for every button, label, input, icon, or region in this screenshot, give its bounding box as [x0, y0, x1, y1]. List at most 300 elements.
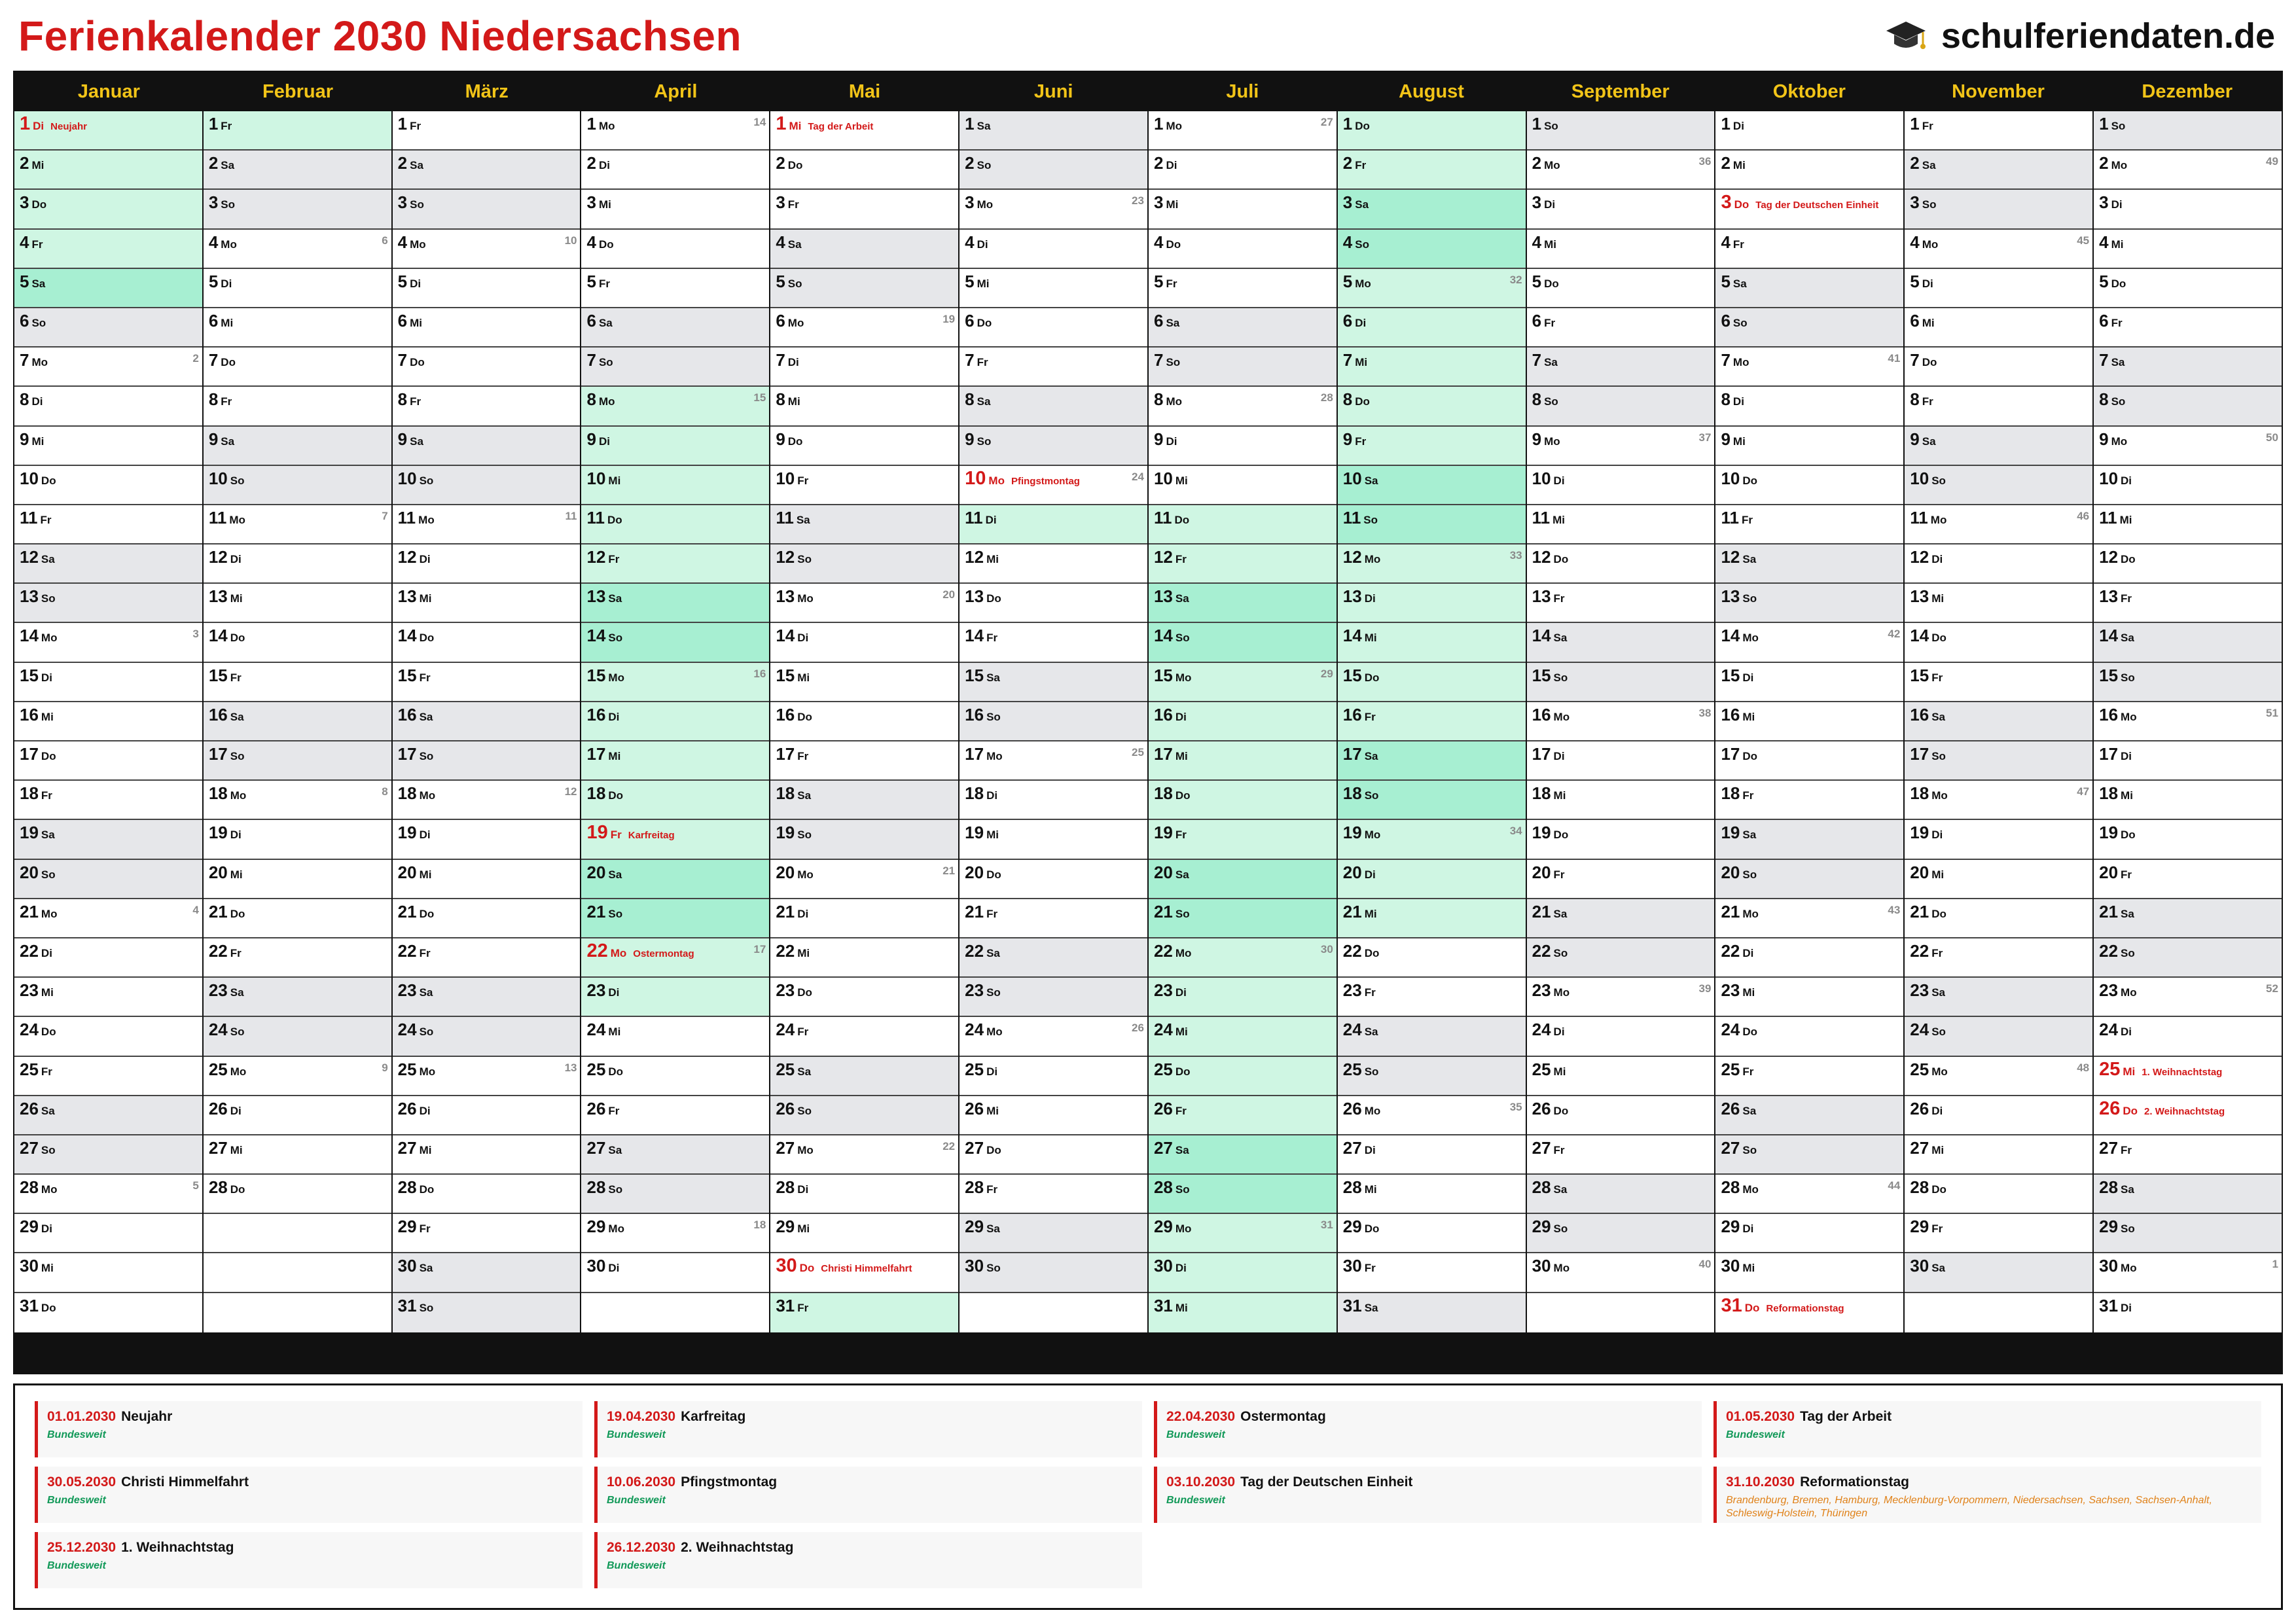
- day-cell[interactable]: [393, 269, 581, 308]
- day-cell[interactable]: [2094, 427, 2282, 466]
- day-cell[interactable]: [393, 505, 581, 544]
- day-cell[interactable]: [2094, 1096, 2282, 1135]
- day-cell[interactable]: [770, 230, 958, 269]
- day-cell[interactable]: [2094, 348, 2282, 387]
- day-cell[interactable]: [581, 230, 769, 269]
- day-cell[interactable]: [393, 623, 581, 662]
- day-cell[interactable]: [1715, 978, 1903, 1017]
- day-cell[interactable]: [960, 269, 1147, 308]
- day-cell[interactable]: [204, 387, 391, 426]
- day-cell[interactable]: [1338, 781, 1526, 820]
- day-cell[interactable]: [14, 230, 202, 269]
- day-cell[interactable]: [581, 584, 769, 623]
- day-cell[interactable]: [1905, 1017, 2092, 1056]
- day-cell[interactable]: [14, 348, 202, 387]
- day-cell[interactable]: [1149, 505, 1336, 544]
- day-cell[interactable]: [1149, 1096, 1336, 1135]
- day-cell[interactable]: [1149, 1135, 1336, 1175]
- day-cell[interactable]: [1149, 1253, 1336, 1293]
- day-cell[interactable]: [581, 938, 769, 978]
- day-cell[interactable]: [1905, 584, 2092, 623]
- day-cell[interactable]: [14, 1253, 202, 1293]
- day-cell[interactable]: [393, 1057, 581, 1096]
- day-cell[interactable]: [204, 1057, 391, 1096]
- day-cell[interactable]: [581, 899, 769, 938]
- day-cell[interactable]: [960, 781, 1147, 820]
- day-cell[interactable]: [960, 230, 1147, 269]
- day-cell[interactable]: [960, 978, 1147, 1017]
- day-cell[interactable]: [14, 1057, 202, 1096]
- day-cell[interactable]: [770, 623, 958, 662]
- day-cell[interactable]: [960, 1175, 1147, 1214]
- day-cell[interactable]: [581, 308, 769, 348]
- day-cell[interactable]: [1527, 781, 1715, 820]
- day-cell[interactable]: [2094, 1175, 2282, 1214]
- day-cell[interactable]: [1149, 741, 1336, 781]
- day-cell[interactable]: [14, 308, 202, 348]
- day-cell[interactable]: [14, 820, 202, 859]
- day-cell[interactable]: [14, 544, 202, 584]
- day-cell[interactable]: [1149, 230, 1336, 269]
- day-cell[interactable]: [1715, 190, 1903, 229]
- day-cell[interactable]: [1149, 1175, 1336, 1214]
- day-cell[interactable]: [204, 348, 391, 387]
- day-cell[interactable]: [960, 938, 1147, 978]
- day-cell[interactable]: [770, 584, 958, 623]
- day-cell[interactable]: [14, 978, 202, 1017]
- day-cell[interactable]: [581, 269, 769, 308]
- day-cell[interactable]: [960, 348, 1147, 387]
- day-cell[interactable]: [960, 427, 1147, 466]
- day-cell[interactable]: [1527, 544, 1715, 584]
- day-cell[interactable]: [1905, 230, 2092, 269]
- day-cell[interactable]: [393, 663, 581, 702]
- day-cell[interactable]: [1905, 899, 2092, 938]
- day-cell[interactable]: [581, 1175, 769, 1214]
- day-cell[interactable]: [960, 584, 1147, 623]
- day-cell[interactable]: [1905, 466, 2092, 505]
- day-cell[interactable]: [1338, 820, 1526, 859]
- day-cell[interactable]: [1715, 1017, 1903, 1056]
- day-cell[interactable]: [204, 269, 391, 308]
- day-cell[interactable]: [960, 1057, 1147, 1096]
- day-cell[interactable]: [770, 978, 958, 1017]
- day-cell[interactable]: [770, 269, 958, 308]
- day-cell[interactable]: [960, 741, 1147, 781]
- day-cell[interactable]: [204, 1096, 391, 1135]
- day-cell[interactable]: [1338, 269, 1526, 308]
- day-cell[interactable]: [1905, 505, 2092, 544]
- day-cell[interactable]: [581, 1253, 769, 1293]
- day-cell[interactable]: [204, 190, 391, 229]
- day-cell[interactable]: [2094, 1253, 2282, 1293]
- day-cell[interactable]: [204, 820, 391, 859]
- day-cell[interactable]: [1905, 623, 2092, 662]
- day-cell[interactable]: [1149, 348, 1336, 387]
- day-cell[interactable]: [1149, 820, 1336, 859]
- day-cell[interactable]: [204, 111, 391, 151]
- day-cell[interactable]: [1905, 781, 2092, 820]
- day-cell[interactable]: [1527, 1214, 1715, 1253]
- day-cell[interactable]: [14, 387, 202, 426]
- day-cell[interactable]: [14, 1017, 202, 1056]
- day-cell[interactable]: [960, 1096, 1147, 1135]
- day-cell[interactable]: [1149, 190, 1336, 229]
- day-cell[interactable]: [1905, 544, 2092, 584]
- day-cell[interactable]: [14, 505, 202, 544]
- day-cell[interactable]: [393, 820, 581, 859]
- day-cell[interactable]: [770, 308, 958, 348]
- day-cell[interactable]: [1715, 663, 1903, 702]
- day-cell[interactable]: [1338, 1096, 1526, 1135]
- day-cell[interactable]: [581, 1135, 769, 1175]
- day-cell[interactable]: [1338, 1057, 1526, 1096]
- day-cell[interactable]: [770, 1057, 958, 1096]
- day-cell[interactable]: [393, 1017, 581, 1056]
- day-cell[interactable]: [14, 427, 202, 466]
- day-cell[interactable]: [1715, 702, 1903, 741]
- day-cell[interactable]: [1527, 308, 1715, 348]
- day-cell[interactable]: [1338, 623, 1526, 662]
- day-cell[interactable]: [1715, 584, 1903, 623]
- day-cell[interactable]: [581, 544, 769, 584]
- day-cell[interactable]: [1715, 427, 1903, 466]
- day-cell[interactable]: [1527, 1253, 1715, 1293]
- day-cell[interactable]: [770, 466, 958, 505]
- day-cell[interactable]: [204, 505, 391, 544]
- day-cell[interactable]: [1527, 1057, 1715, 1096]
- day-cell[interactable]: [770, 111, 958, 151]
- day-cell[interactable]: [2094, 860, 2282, 899]
- day-cell[interactable]: [1905, 820, 2092, 859]
- day-cell[interactable]: [1715, 860, 1903, 899]
- day-cell[interactable]: [1338, 899, 1526, 938]
- day-cell[interactable]: [14, 741, 202, 781]
- day-cell[interactable]: [581, 1096, 769, 1135]
- day-cell[interactable]: [393, 427, 581, 466]
- day-cell[interactable]: [1715, 1175, 1903, 1214]
- day-cell[interactable]: [1527, 1096, 1715, 1135]
- day-cell[interactable]: [1527, 584, 1715, 623]
- day-cell[interactable]: [960, 1214, 1147, 1253]
- day-cell[interactable]: [204, 1017, 391, 1056]
- day-cell[interactable]: [1715, 466, 1903, 505]
- day-cell[interactable]: [1715, 505, 1903, 544]
- day-cell[interactable]: [2094, 1293, 2282, 1332]
- day-cell[interactable]: [1715, 1293, 1903, 1332]
- day-cell[interactable]: [581, 151, 769, 190]
- day-cell[interactable]: [2094, 466, 2282, 505]
- day-cell[interactable]: [1715, 151, 1903, 190]
- day-cell[interactable]: [2094, 702, 2282, 741]
- day-cell[interactable]: [1149, 387, 1336, 426]
- day-cell[interactable]: [1527, 111, 1715, 151]
- day-cell[interactable]: [1715, 899, 1903, 938]
- day-cell[interactable]: [1338, 978, 1526, 1017]
- day-cell[interactable]: [1715, 111, 1903, 151]
- day-cell[interactable]: [581, 111, 769, 151]
- day-cell[interactable]: [960, 466, 1147, 505]
- day-cell[interactable]: [1527, 860, 1715, 899]
- day-cell[interactable]: [960, 190, 1147, 229]
- day-cell[interactable]: [1905, 1253, 2092, 1293]
- day-cell[interactable]: [770, 387, 958, 426]
- day-cell[interactable]: [393, 781, 581, 820]
- day-cell[interactable]: [14, 190, 202, 229]
- day-cell[interactable]: [1905, 978, 2092, 1017]
- day-cell[interactable]: [204, 1135, 391, 1175]
- day-cell[interactable]: [1905, 860, 2092, 899]
- day-cell[interactable]: [960, 663, 1147, 702]
- day-cell[interactable]: [1527, 820, 1715, 859]
- brand-logo[interactable]: [1885, 16, 2275, 56]
- day-cell[interactable]: [14, 584, 202, 623]
- day-cell[interactable]: [393, 1253, 581, 1293]
- day-cell[interactable]: [770, 348, 958, 387]
- day-cell[interactable]: [2094, 978, 2282, 1017]
- day-cell[interactable]: [1905, 308, 2092, 348]
- day-cell[interactable]: [14, 899, 202, 938]
- day-cell[interactable]: [393, 938, 581, 978]
- day-cell[interactable]: [14, 1214, 202, 1253]
- day-cell[interactable]: [1905, 1214, 2092, 1253]
- day-cell[interactable]: [1527, 190, 1715, 229]
- day-cell[interactable]: [204, 623, 391, 662]
- day-cell[interactable]: [1149, 663, 1336, 702]
- day-cell[interactable]: [1338, 190, 1526, 229]
- day-cell[interactable]: [770, 702, 958, 741]
- day-cell[interactable]: [1149, 860, 1336, 899]
- day-cell[interactable]: [2094, 899, 2282, 938]
- day-cell[interactable]: [1527, 230, 1715, 269]
- day-cell[interactable]: [581, 781, 769, 820]
- day-cell[interactable]: [14, 702, 202, 741]
- day-cell[interactable]: [2094, 111, 2282, 151]
- day-cell[interactable]: [2094, 308, 2282, 348]
- day-cell[interactable]: [1338, 1253, 1526, 1293]
- day-cell[interactable]: [960, 505, 1147, 544]
- day-cell[interactable]: [1527, 702, 1715, 741]
- day-cell[interactable]: [393, 230, 581, 269]
- day-cell[interactable]: [581, 1057, 769, 1096]
- day-cell[interactable]: [770, 1253, 958, 1293]
- day-cell[interactable]: [393, 151, 581, 190]
- day-cell[interactable]: [1715, 1253, 1903, 1293]
- day-cell[interactable]: [14, 1135, 202, 1175]
- day-cell[interactable]: [1715, 820, 1903, 859]
- day-cell[interactable]: [393, 1175, 581, 1214]
- day-cell[interactable]: [1715, 623, 1903, 662]
- day-cell[interactable]: [2094, 190, 2282, 229]
- day-cell[interactable]: [1527, 151, 1715, 190]
- day-cell[interactable]: [1338, 1017, 1526, 1056]
- day-cell[interactable]: [1149, 308, 1336, 348]
- day-cell[interactable]: [1715, 269, 1903, 308]
- day-cell[interactable]: [1338, 466, 1526, 505]
- day-cell[interactable]: [1715, 308, 1903, 348]
- day-cell[interactable]: [581, 427, 769, 466]
- day-cell[interactable]: [1905, 1135, 2092, 1175]
- day-cell[interactable]: [393, 544, 581, 584]
- day-cell[interactable]: [393, 111, 581, 151]
- day-cell[interactable]: [1715, 1214, 1903, 1253]
- day-cell[interactable]: [1527, 1017, 1715, 1056]
- day-cell[interactable]: [14, 111, 202, 151]
- day-cell[interactable]: [1527, 1175, 1715, 1214]
- day-cell[interactable]: [204, 741, 391, 781]
- day-cell[interactable]: [960, 899, 1147, 938]
- day-cell[interactable]: [1338, 702, 1526, 741]
- day-cell[interactable]: [581, 860, 769, 899]
- day-cell[interactable]: [2094, 820, 2282, 859]
- day-cell[interactable]: [1338, 1135, 1526, 1175]
- day-cell[interactable]: [2094, 151, 2282, 190]
- day-cell[interactable]: [1338, 151, 1526, 190]
- day-cell[interactable]: [14, 466, 202, 505]
- day-cell[interactable]: [1905, 663, 2092, 702]
- day-cell[interactable]: [770, 820, 958, 859]
- day-cell[interactable]: [1905, 111, 2092, 151]
- day-cell[interactable]: [204, 938, 391, 978]
- day-cell[interactable]: [1715, 387, 1903, 426]
- day-cell[interactable]: [204, 427, 391, 466]
- day-cell[interactable]: [1149, 938, 1336, 978]
- day-cell[interactable]: [1715, 348, 1903, 387]
- day-cell[interactable]: [1905, 702, 2092, 741]
- day-cell[interactable]: [14, 1096, 202, 1135]
- day-cell[interactable]: [2094, 230, 2282, 269]
- day-cell[interactable]: [1905, 387, 2092, 426]
- day-cell[interactable]: [581, 466, 769, 505]
- day-cell[interactable]: [1527, 938, 1715, 978]
- day-cell[interactable]: [770, 1293, 958, 1332]
- day-cell[interactable]: [14, 860, 202, 899]
- day-cell[interactable]: [393, 190, 581, 229]
- day-cell[interactable]: [581, 623, 769, 662]
- day-cell[interactable]: [770, 151, 958, 190]
- day-cell[interactable]: [960, 1253, 1147, 1293]
- day-cell[interactable]: [1905, 1096, 2092, 1135]
- day-cell[interactable]: [1149, 1017, 1336, 1056]
- day-cell[interactable]: [770, 1096, 958, 1135]
- day-cell[interactable]: [1338, 387, 1526, 426]
- day-cell[interactable]: [2094, 387, 2282, 426]
- day-cell[interactable]: [1338, 1175, 1526, 1214]
- day-cell[interactable]: [14, 781, 202, 820]
- day-cell[interactable]: [1338, 427, 1526, 466]
- day-cell[interactable]: [1527, 269, 1715, 308]
- day-cell[interactable]: [1527, 466, 1715, 505]
- day-cell[interactable]: [770, 544, 958, 584]
- day-cell[interactable]: [581, 348, 769, 387]
- day-cell[interactable]: [770, 1135, 958, 1175]
- day-cell[interactable]: [581, 190, 769, 229]
- day-cell[interactable]: [204, 663, 391, 702]
- day-cell[interactable]: [204, 230, 391, 269]
- day-cell[interactable]: [204, 584, 391, 623]
- day-cell[interactable]: [1149, 269, 1336, 308]
- day-cell[interactable]: [2094, 584, 2282, 623]
- day-cell[interactable]: [960, 820, 1147, 859]
- day-cell[interactable]: [1149, 584, 1336, 623]
- day-cell[interactable]: [1715, 1096, 1903, 1135]
- day-cell[interactable]: [1527, 387, 1715, 426]
- day-cell[interactable]: [14, 151, 202, 190]
- day-cell[interactable]: [960, 1017, 1147, 1056]
- day-cell[interactable]: [204, 1175, 391, 1214]
- day-cell[interactable]: [14, 938, 202, 978]
- day-cell[interactable]: [581, 663, 769, 702]
- day-cell[interactable]: [960, 111, 1147, 151]
- day-cell[interactable]: [204, 151, 391, 190]
- day-cell[interactable]: [393, 978, 581, 1017]
- day-cell[interactable]: [581, 1214, 769, 1253]
- day-cell[interactable]: [2094, 269, 2282, 308]
- day-cell[interactable]: [1149, 702, 1336, 741]
- day-cell[interactable]: [770, 190, 958, 229]
- day-cell[interactable]: [960, 544, 1147, 584]
- day-cell[interactable]: [1338, 308, 1526, 348]
- day-cell[interactable]: [1338, 663, 1526, 702]
- day-cell[interactable]: [1527, 505, 1715, 544]
- day-cell[interactable]: [770, 1017, 958, 1056]
- day-cell[interactable]: [770, 505, 958, 544]
- day-cell[interactable]: [2094, 741, 2282, 781]
- day-cell[interactable]: [960, 151, 1147, 190]
- day-cell[interactable]: [1149, 111, 1336, 151]
- day-cell[interactable]: [204, 781, 391, 820]
- day-cell[interactable]: [1715, 230, 1903, 269]
- day-cell[interactable]: [1905, 1057, 2092, 1096]
- day-cell[interactable]: [960, 702, 1147, 741]
- day-cell[interactable]: [2094, 663, 2282, 702]
- day-cell[interactable]: [770, 741, 958, 781]
- day-cell[interactable]: [581, 702, 769, 741]
- day-cell[interactable]: [393, 860, 581, 899]
- day-cell[interactable]: [770, 1175, 958, 1214]
- day-cell[interactable]: [1905, 741, 2092, 781]
- day-cell[interactable]: [1527, 978, 1715, 1017]
- day-cell[interactable]: [1149, 544, 1336, 584]
- day-cell[interactable]: [1338, 938, 1526, 978]
- day-cell[interactable]: [1338, 741, 1526, 781]
- day-cell[interactable]: [14, 663, 202, 702]
- day-cell[interactable]: [960, 387, 1147, 426]
- day-cell[interactable]: [204, 702, 391, 741]
- day-cell[interactable]: [393, 584, 581, 623]
- day-cell[interactable]: [1149, 623, 1336, 662]
- day-cell[interactable]: [2094, 623, 2282, 662]
- day-cell[interactable]: [581, 741, 769, 781]
- day-cell[interactable]: [1527, 348, 1715, 387]
- day-cell[interactable]: [1149, 151, 1336, 190]
- day-cell[interactable]: [770, 663, 958, 702]
- day-cell[interactable]: [1149, 978, 1336, 1017]
- day-cell[interactable]: [204, 860, 391, 899]
- day-cell[interactable]: [770, 899, 958, 938]
- day-cell[interactable]: [1527, 1135, 1715, 1175]
- day-cell[interactable]: [1905, 348, 2092, 387]
- day-cell[interactable]: [1149, 1293, 1336, 1332]
- day-cell[interactable]: [1715, 544, 1903, 584]
- day-cell[interactable]: [581, 387, 769, 426]
- day-cell[interactable]: [393, 1096, 581, 1135]
- day-cell[interactable]: [770, 781, 958, 820]
- day-cell[interactable]: [1338, 584, 1526, 623]
- day-cell[interactable]: [1715, 938, 1903, 978]
- day-cell[interactable]: [1149, 1214, 1336, 1253]
- day-cell[interactable]: [1527, 741, 1715, 781]
